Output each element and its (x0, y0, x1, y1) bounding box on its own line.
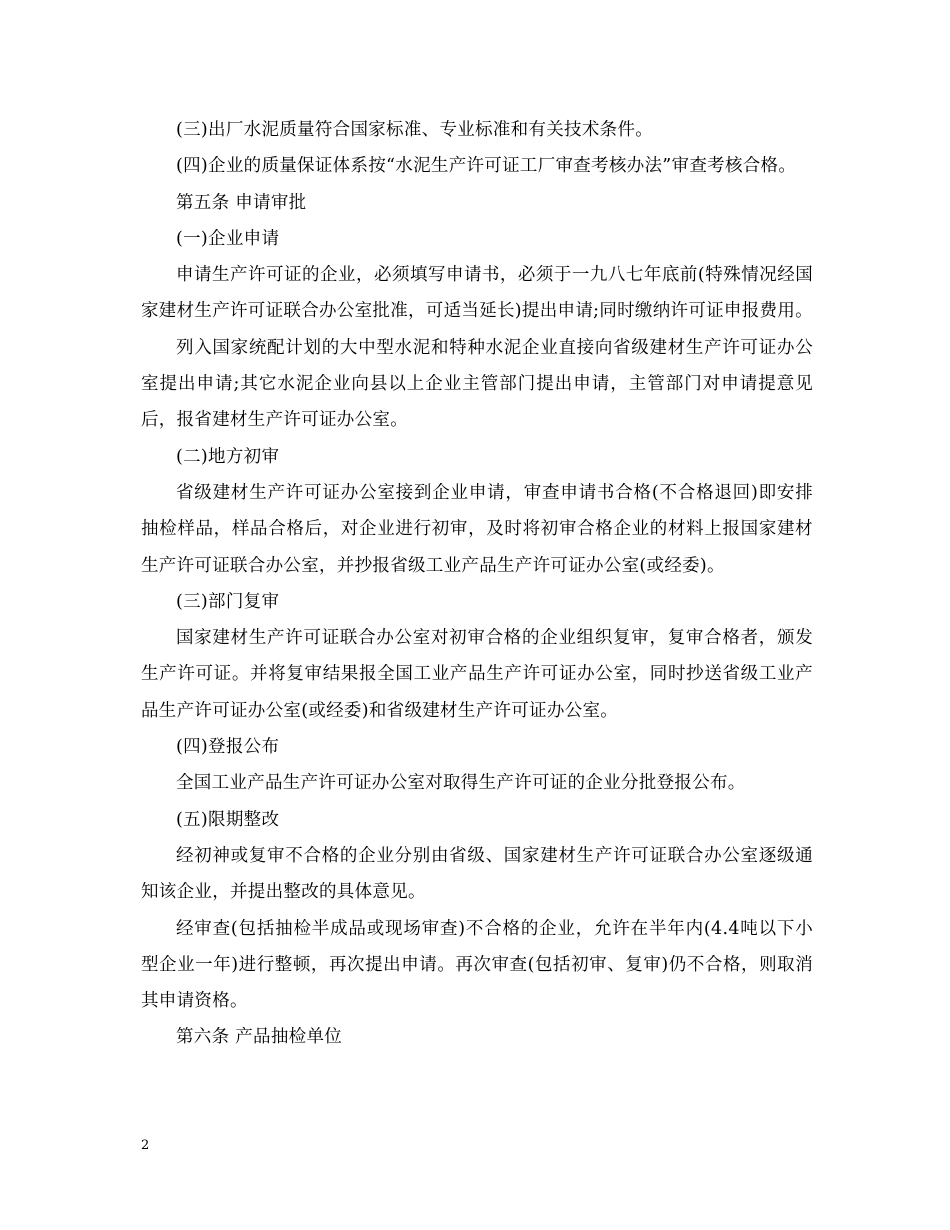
paragraph-item-3: (三)出厂水泥质量符合国家标准、专业标准和有关技术条件。 (176, 120, 654, 140)
paragraph-application-routing: 列入国家统配计划的大中型水泥和特种水泥企业直接向省级建材生产许可证办公室提出申请;其它水泥企业向县以上企业主管部门提出申请，主管部门对申请提意见后，报省建材生产许可证办公室。 (141, 337, 813, 431)
page-number: 2 (141, 1138, 150, 1153)
document-body (141, 112, 813, 1056)
paragraph-item-4: (四)企业的质量保证体系按“水泥生产许可证工厂审查考核办法”审查考核合格。 (176, 156, 797, 177)
section-heading-local-review: (二)地方初审 (176, 446, 280, 467)
paragraph-publication: 全国工业产品生产许可证办公室对取得生产许可证的企业分批登报公布。 (176, 773, 746, 794)
section-heading-department-review: (三)部门复审 (176, 591, 280, 612)
paragraph-rectification-period: 经审查(包括抽检半成品或现场审查)不合格的企业，允许在半年内(4.4吨以下小型企业一年)进行整顿，再次提出申请。再次审查(包括初审、复审)仍不合格，则取消其申请资格。 (141, 918, 813, 1012)
section-heading-rectification: (五)限期整改 (176, 809, 280, 830)
section-heading-enterprise-application: (一)企业申请 (176, 228, 280, 249)
paragraph-local-review: 省级建材生产许可证办公室接到企业申请，审查申请书合格(不合格退回)即安排抽检样品，样品合格后，对企业进行初审，及时将初审合格企业的材料上报国家建材生产许可证联合办公室，并抄报省级工业产品生产许可证办公室(或经委)。 (141, 482, 813, 576)
paragraph-department-review: 国家建材生产许可证联合办公室对初审合格的企业组织复审，复审合格者，颁发生产许可证。并将复审结果报全国工业产品生产许可证办公室，同时抄送省级工业产品生产许可证办公室(或经委)和省级建材生产许可证办公室。 (141, 628, 813, 721)
article-heading-5: 第五条 申请审批 (176, 192, 307, 213)
paragraph-application-requirements: 申请生产许可证的企业，必须填写申请书，必须于一九八七年底前(特殊情况经国家建材生产许可证联合办公室批准，可适当延长)提出申请;同时缴纳许可证申报费用。 (141, 265, 813, 322)
paragraph-rectification-notice: 经初神或复审不合格的企业分别由省级、国家建材生产许可证联合办公室逐级通知该企业，并提出整改的具体意见。 (141, 845, 813, 903)
section-heading-publication: (四)登报公布 (176, 737, 280, 758)
article-heading-6: 第六条 产品抽检单位 (176, 1027, 343, 1048)
